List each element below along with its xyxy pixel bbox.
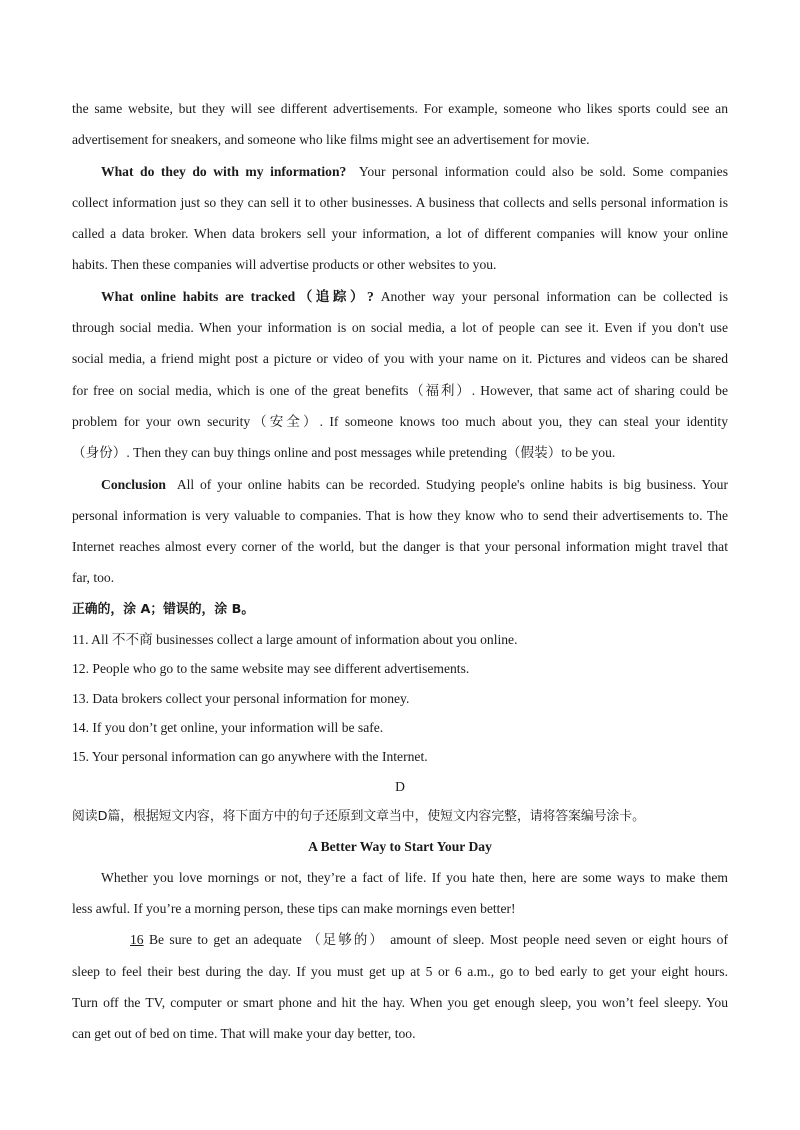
passage-line: for free on social media, which is one of the great benefits（福利）. However, that same act of sharing could be	[72, 382, 728, 398]
passage-line: through social media. When your information is on social media, a lot of people can see it. Even if you don't use	[72, 320, 728, 336]
paragraph-blank-16	[72, 924, 728, 955]
paragraph-what-do-they-do	[72, 156, 728, 187]
paragraph-heading: What do they do with my information?	[101, 163, 347, 179]
passage-line: can get out of bed on time. That will make your day better, too.	[72, 1026, 416, 1042]
statement-item: 11. All 不不商 businesses collect a large amount of information about you online.	[72, 631, 518, 647]
true-false-instruction: 正确的，涂 A；错误的，涂 B。	[72, 601, 255, 617]
paragraph-habits-tracked	[72, 281, 728, 312]
passage-line: advertisement for sneakers, and someone who like films might see an advertisement for movie.	[72, 132, 590, 148]
paragraph-conclusion	[72, 469, 728, 500]
passage-text: Your personal information could also be sold. Some companies	[358, 163, 729, 179]
section-d-instruction: 阅读D篇，根据短文内容，将下面方中的句子还原到文章当中，使短文内容完整，请将答案编号涂卡。	[72, 808, 645, 824]
statement-item: 14. If you don’t get online, your information will be safe.	[72, 719, 384, 735]
passage-title: A Better Way to Start Your Day	[308, 838, 492, 854]
passage-line: problem for your own security（安全）. If someone knows too much about you, they can steal your identity	[72, 413, 728, 429]
statement-list	[72, 625, 728, 772]
passage-text: All of your online habits can be recorded. Studying people's online habits is big business. Your	[176, 476, 728, 492]
passage-line: called a data broker. When data brokers sell your information, a lot of different companies will know your online	[72, 226, 728, 242]
passage-line: social media, a friend might post a picture or video of you with your name on it. Pictures and videos can be shared	[72, 351, 728, 367]
passage-line: personal information is very valuable to companies. That is how they know who to send their advertisements to. The	[72, 507, 728, 523]
passage-line: （身份）. Then they can buy things online and post messages while pretending（假装）to be you.	[72, 445, 616, 461]
section-label: D	[395, 778, 405, 794]
passage-line: far, too.	[72, 570, 115, 586]
passage-line: Internet reaches almost every corner of the world, but the danger is that your personal information might travel that	[72, 539, 728, 555]
statement-item: 15. Your personal information can go anywhere with the Internet.	[72, 749, 428, 765]
passage-line: less awful. If you’re a morning person, these tips can make mornings even better!	[72, 901, 516, 917]
passage-line: Whether you love mornings or not, they’re a fact of life. If you hate then, here are some ways to make them	[101, 869, 728, 885]
passage-line: the same website, but they will see different advertisements. For example, someone who likes sports could see an	[72, 101, 728, 116]
passage-line: habits. Then these companies will advertise products or other websites to you.	[72, 257, 497, 273]
passage-line: collect information just so they can sell it to other businesses. A business that collects and sells personal information is	[72, 194, 728, 210]
paragraph-heading: Conclusion	[101, 476, 166, 492]
passage-text: Be sure to get an adequate （足够的） amount of sleep. Most people need seven or eight hours of	[148, 932, 728, 948]
passage-line: sleep to feel their best during the day. If you must get up at 5 or 6 a.m., go to bed early to get your eight hours.	[72, 963, 728, 979]
passage-text: Another way your personal information can be collected is	[380, 288, 728, 304]
statement-item: 12. People who go to the same website may see different advertisements.	[72, 661, 470, 677]
answer-blank-16: 16	[130, 932, 144, 948]
document-page	[72, 93, 728, 1050]
statement-item: 13. Data brokers collect your personal information for money.	[72, 690, 410, 706]
passage-line: Turn off the TV, computer or smart phone and hit the hay. When you get enough sleep, you won’t feel sleepy. You	[72, 994, 728, 1010]
paragraph-heading: What online habits are tracked（追踪）?	[101, 288, 374, 304]
